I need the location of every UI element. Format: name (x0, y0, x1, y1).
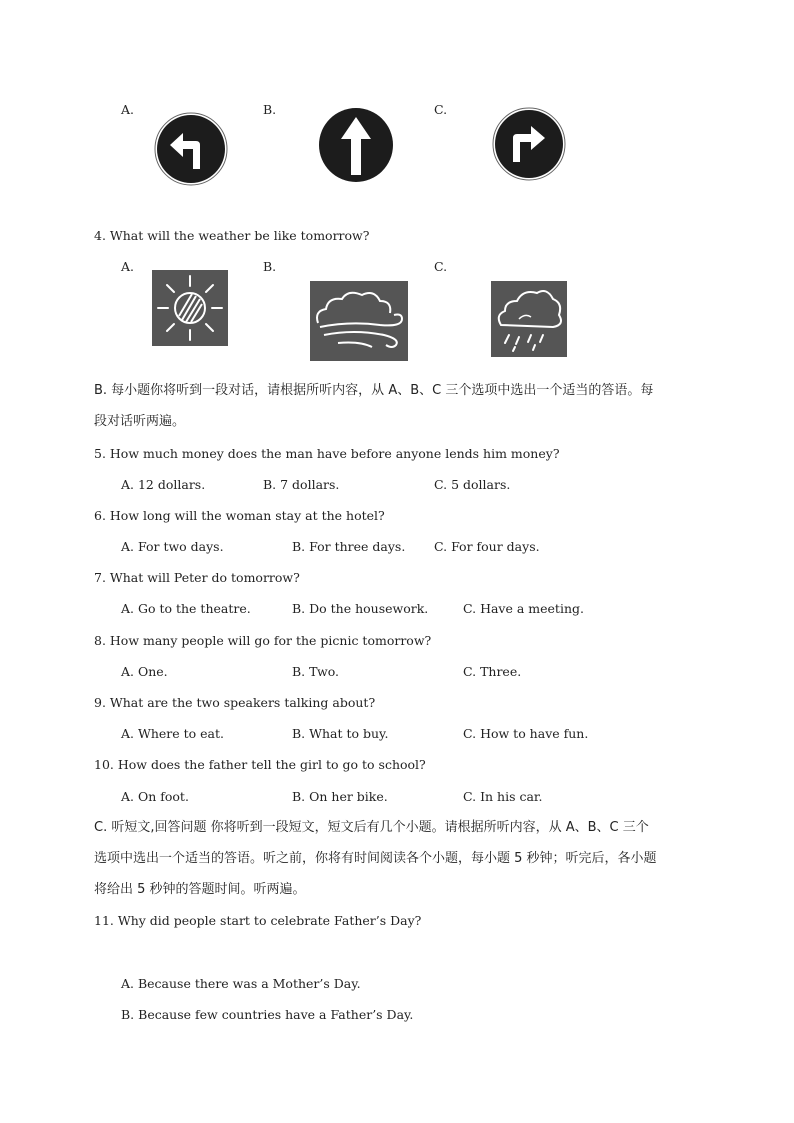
question-6: 6. How long will the woman stay at the hotel? (94, 508, 385, 523)
option-letter-c: C. (434, 102, 448, 117)
section-b-instruction-line1: B. 每小题你将听到一段对话，请根据所听内容，从 A、B、C 三个选项中选出一个适当的答语。每 (94, 383, 654, 398)
straight-arrow-icon (317, 107, 395, 183)
option-letter-a: A. (121, 259, 135, 274)
option-c: C. In his car. (463, 789, 543, 804)
question-8: 8. How many people will go for the picnic tomorrow? (94, 633, 432, 648)
rainy-icon (491, 281, 567, 357)
question-11: 11. Why did people start to celebrate Father’s Day? (94, 913, 422, 928)
question-7: 7. What will Peter do tomorrow? (94, 570, 300, 585)
option-b: B. Two. (292, 664, 340, 679)
option-a: A. 12 dollars. (121, 477, 206, 492)
windy-icon (310, 281, 408, 361)
option-c: C. 5 dollars. (434, 477, 511, 492)
section-c-instruction-line3: 将给出 5 秒钟的答题时间。听两遍。 (94, 882, 306, 897)
section-c-instruction-line1: C. 听短文,回答问题 你将听到一段短文，短文后有几个小题。请根据所听内容，从 A、B、C 三个 (94, 820, 649, 835)
option-a: A. Go to the theatre. (121, 601, 251, 616)
question-5: 5. How much money does the man have before anyone lends him money? (94, 446, 560, 461)
option-c: C. How to have fun. (463, 726, 589, 741)
option-b: B. For three days. (292, 539, 406, 554)
option-a: A. For two days. (121, 539, 224, 554)
option-c: C. For four days. (434, 539, 540, 554)
option-letter-b: B. (263, 259, 277, 274)
option-letter-c: C. (434, 259, 448, 274)
option-letter-b: B. (263, 102, 277, 117)
option-b: B. Do the housework. (292, 601, 429, 616)
option-b: B. 7 dollars. (263, 477, 340, 492)
turn-right-arrow-icon (491, 106, 567, 182)
option-b: B. What to buy. (292, 726, 389, 741)
option-a: A. On foot. (121, 789, 189, 804)
question-10: 10. How does the father tell the girl to go to school? (94, 757, 426, 772)
section-b-instruction-line2: 段对话听两遍。 (94, 414, 186, 429)
question-4: 4. What will the weather be like tomorrow? (94, 228, 370, 243)
section-c-instruction-line2: 选项中选出一个适当的答语。听之前，你将有时间阅读各个小题，每小题 5 秒钟；听完后，各小题 (94, 851, 657, 866)
turn-left-arrow-icon (153, 111, 229, 187)
option-c: C. Three. (463, 664, 522, 679)
option-b: B. On her bike. (292, 789, 388, 804)
sunny-icon (152, 270, 228, 346)
option-a: A. Where to eat. (121, 726, 224, 741)
question-9: 9. What are the two speakers talking about? (94, 695, 376, 710)
option-a: A. One. (121, 664, 168, 679)
option-letter-a: A. (121, 102, 135, 117)
option-b: B. Because few countries have a Father’s Day. (121, 1007, 414, 1022)
option-a: A. Because there was a Mother’s Day. (121, 976, 361, 991)
option-c: C. Have a meeting. (463, 601, 584, 616)
